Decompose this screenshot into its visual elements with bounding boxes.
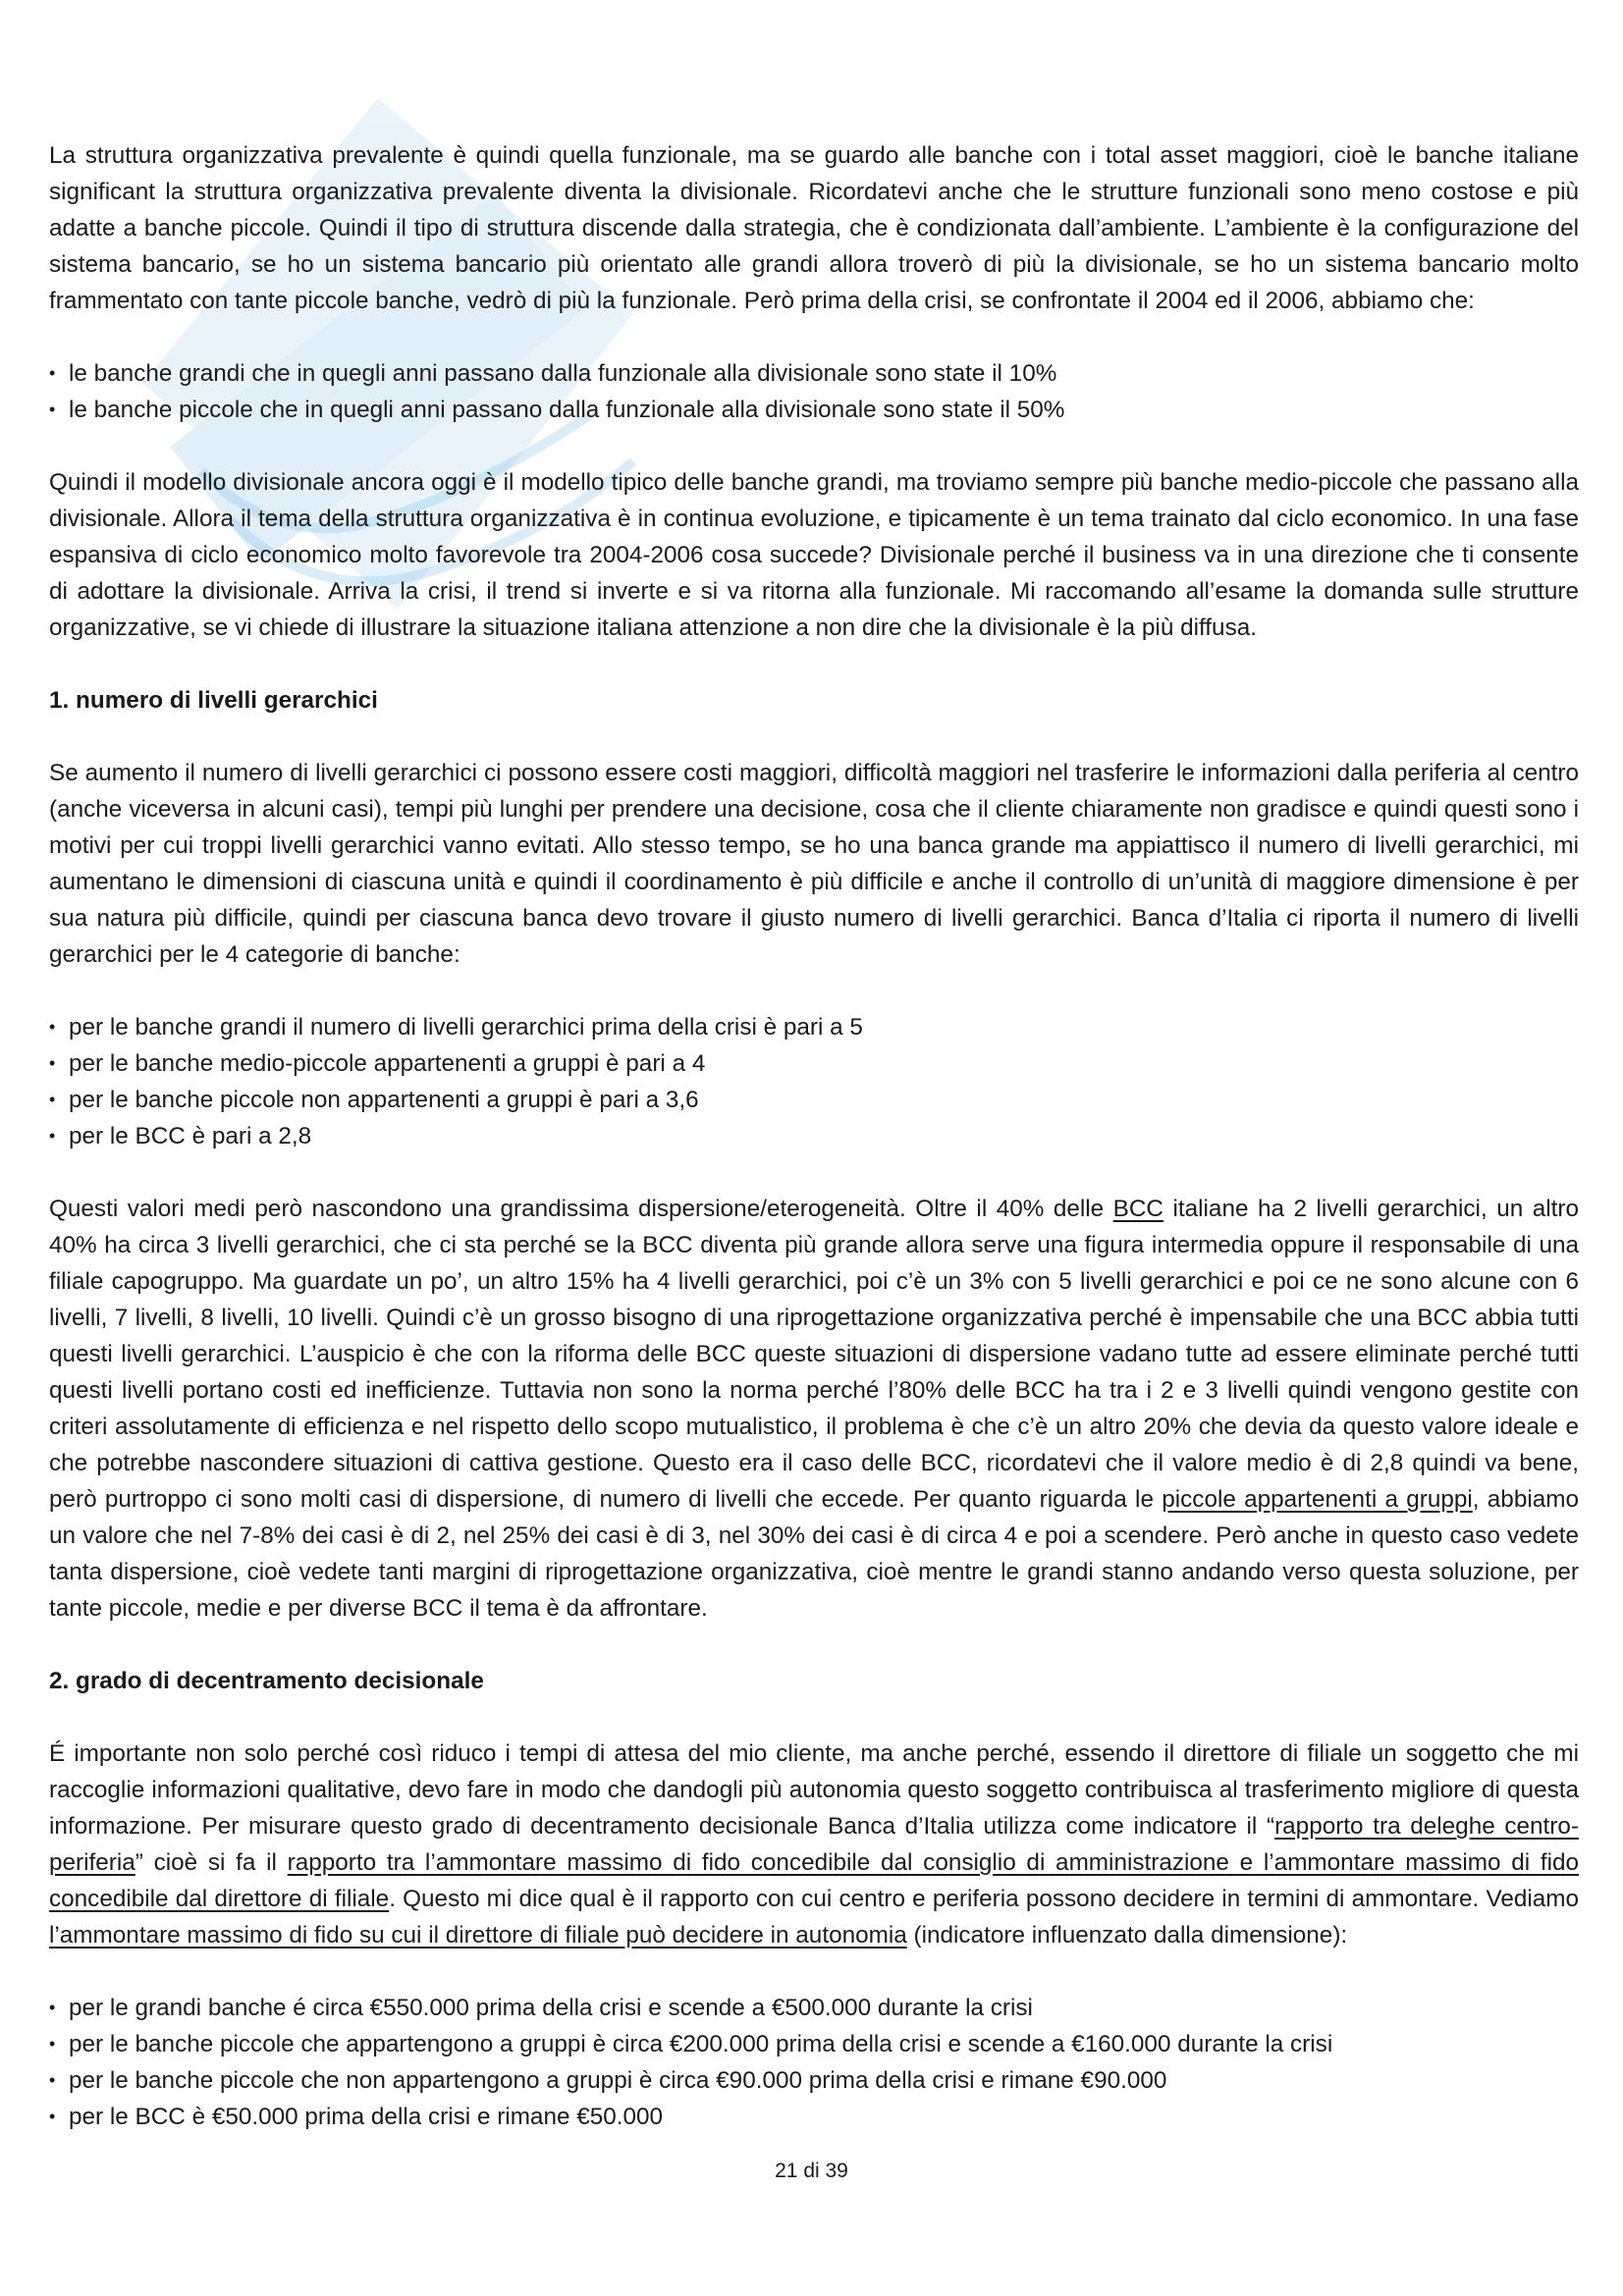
- text-run: (indicatore influenzato dalla dimensione):: [906, 1922, 1348, 1949]
- section-1-paragraph-2: [49, 1191, 1579, 1627]
- list-item: • per le banche piccole non appartenenti a gruppi è pari a 3,6: [49, 1082, 1579, 1118]
- list-item: • per le banche medio-piccole appartenenti a gruppi è pari a 4: [49, 1045, 1579, 1082]
- text-run: Questi valori medi però nascondono una grandissima dispersione/eterogeneità. Oltre il 40% delle: [49, 1196, 1113, 1222]
- section-2-paragraph-1: [49, 1735, 1579, 1953]
- section-1-heading: 1. numero di livelli gerarchici: [49, 687, 378, 714]
- underlined-text-rapporto-fido: rapporto tra l’ammontare massimo di fido concedibile dal consiglio di amministrazione e l’ammontare massimo di fido concedibile dal direttore di filiale: [49, 1849, 1579, 1912]
- list-item: • per le banche grandi il numero di livelli gerarchici prima della crisi è pari a 5: [49, 1009, 1579, 1045]
- list-item: • per le BCC è pari a 2,8: [49, 1118, 1579, 1154]
- list-item: • per le banche piccole che appartengono a gruppi è circa €200.000 prima della crisi e scende a €160.000 durante la crisi: [49, 2026, 1579, 2062]
- text-run: ” cioè si fa il: [135, 1849, 288, 1876]
- text-run: italiane ha 2 livelli gerarchici, un altro 40% ha circa 3 livelli gerarchici, che ci sta perché se la BCC diventa più grande allora serve una figura intermedia oppure il responsabile di una filiale capogruppo. Ma guardate un po’, un altro 15% ha 4 livelli gerarchici, poi c’è un 3% con 5 livelli gerarchici e poi ce ne sono alcune con 6 livelli, 7 livelli, 8 livelli, 10 livelli. Quindi c’è un grosso bisogno di una riprogettazione organizzativa perché è impensabile che una BCC abbia tutti questi livelli gerarchici. L’auspicio è che con la riforma delle BCC queste situazioni di dispersione vadano tutte ad essere eliminate perché tutti questi livelli portano costi ed inefficienze. Tuttavia non sono la norma perché l’80% delle BCC ha tra i 2 e 3 livelli quindi vengono gestite con criteri assolutamente di efficienza e nel rispetto dello scopo mutualistico, il problema è che c’è un altro 20% che devia da questo valore ideale e che potrebbe nascondere situazioni di cattiva gestione. Questo era il caso delle BCC, ricordatevi che il valore medio è di 2,8 quindi va bene, però purtroppo ci sono molti casi di dispersione, di numero di livelli che eccede. Per quanto riguarda le: [49, 1196, 1579, 1513]
- intro-bullet-list: [49, 355, 1579, 428]
- underlined-text-piccole-gruppi: piccole appartenenti a gruppi: [1162, 1486, 1473, 1513]
- document-page: [49, 137, 1579, 2135]
- page-number: 21 di 39: [775, 2160, 848, 2182]
- list-item: • per le BCC è €50.000 prima della crisi e rimane €50.000: [49, 2099, 1579, 2135]
- list-item: • le banche piccole che in quegli anni passano dalla funzionale alla divisionale sono state il 50%: [49, 392, 1579, 428]
- text-run: É importante non solo perché così riduco i tempi di attesa del mio cliente, ma anche perché, essendo il direttore di filiale un soggetto che mi raccoglie informazioni qualitative, devo fare in modo che dandogli più autonomia questo soggetto contribuisca al trasferimento migliore di questa informazione. Per misurare questo grado di decentramento decisionale Banca d’Italia utilizza come indicatore il “: [49, 1740, 1579, 1840]
- list-item: • per le grandi banche é circa €550.000 prima della crisi e scende a €500.000 durante la crisi: [49, 1990, 1579, 2026]
- underlined-text-ammontare-massimo: l’ammontare massimo di fido su cui il direttore di filiale può decidere in autonomia: [49, 1922, 907, 1949]
- underlined-text-bcc: BCC: [1112, 1196, 1163, 1222]
- section-2-heading: 2. grado di decentramento decisionale: [49, 1668, 484, 1694]
- text-run: , abbiamo un valore che nel 7-8% dei casi è di 2, nel 25% dei casi è di 3, nel 30% dei casi è di circa 4 e poi a scendere. Però anche in questo caso vedete tanta dispersione, cioè vedete tanti margini di riprogettazione organizzativa, cioè mentre le grandi stanno andando verso questa soluzione, per tante piccole, medie e per diverse BCC il tema è da affrontare.: [49, 1486, 1579, 1622]
- list-item: • per le banche piccole che non appartengono a gruppi è circa €90.000 prima della crisi e rimane €90.000: [49, 2062, 1579, 2099]
- text-run: . Questo mi dice qual è il rapporto con cui centro e periferia possono decidere in termini di ammontare. Vediamo: [389, 1886, 1580, 1912]
- intro-paragraph-2: Quindi il modello divisionale ancora oggi è il modello tipico delle banche grandi, ma troviamo sempre più banche medio-piccole che passano alla divisionale. Allora il tema della struttura organizzativa è in continua evoluzione, e tipicamente è un tema trainato dal ciclo economico. In una fase espansiva di ciclo economico molto favorevole tra 2004-2006 cosa succede? Divisionale perché il business va in una direzione che ti consente di adottare la divisionale. Arriva la crisi, il trend si inverte e si va ritorna alla funzionale. Mi raccomando all’esame la domanda sulle strutture organizzative, se vi chiede di illustrare la situazione italiana attenzione a non dire che la divisionale è la più diffusa.: [49, 469, 1579, 641]
- section-1-paragraph-1: Se aumento il numero di livelli gerarchici ci possono essere costi maggiori, difficoltà maggiori nel trasferire le informazioni dalla periferia al centro (anche viceversa in alcuni casi), tempi più lunghi per prendere una decisione, cosa che il cliente chiaramente non gradisce e quindi questi sono i motivi per cui troppi livelli gerarchici vanno evitati. Allo stesso tempo, se ho una banca grande ma appiattisco il numero di livelli gerarchici, mi aumentano le dimensioni di ciascuna unità e quindi il coordinamento è più difficile e anche il controllo di un’unità di maggiore dimensione è per sua natura più difficile, quindi per ciascuna banca devo trovare il giusto numero di livelli gerarchici. Banca d’Italia ci riporta il numero di livelli gerarchici per le 4 categorie di banche:: [49, 760, 1579, 968]
- intro-paragraph-1: La struttura organizzativa prevalente è quindi quella funzionale, ma se guardo alle banche con i total asset maggiori, cioè le banche italiane significant la struttura organizzativa prevalente diventa la divisionale. Ricordatevi anche che le strutture funzionali sono meno costose e più adatte a banche piccole. Quindi il tipo di struttura discende dalla strategia, che è condizionata dall’ambiente. L’ambiente è la configurazione del sistema bancario, se ho un sistema bancario più orientato alle grandi allora troverò di più la divisionale, se ho un sistema bancario molto frammentato con tante piccole banche, vedrò di più la funzionale. Però prima della crisi, se confrontate il 2004 ed il 2006, abbiamo che:: [49, 142, 1579, 314]
- section-1-bullet-list: [49, 1009, 1579, 1154]
- underlined-text-rapporto-deleghe: rapporto tra deleghe centro-periferia: [49, 1813, 1579, 1876]
- section-2-bullet-list: [49, 1990, 1579, 2135]
- list-item: • le banche grandi che in quegli anni passano dalla funzionale alla divisionale sono state il 10%: [49, 355, 1579, 392]
